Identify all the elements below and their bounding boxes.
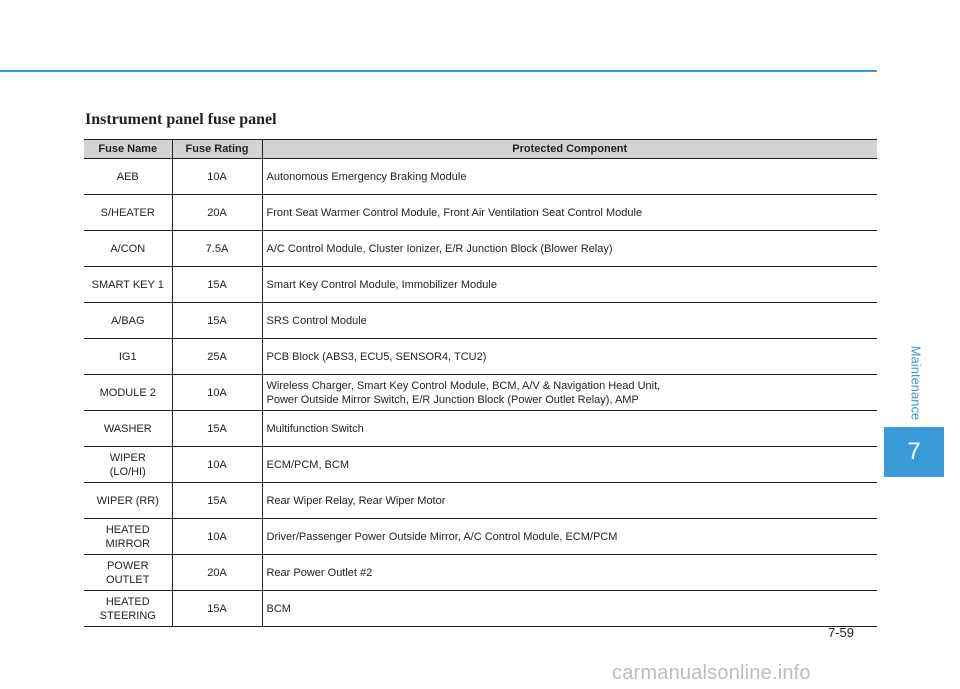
table-row [84,591,877,627]
chapter-label: Maintenance [908,345,924,421]
table-header-row [84,140,877,159]
fuse-name-cell: HEATED STEERING [84,591,172,627]
fuse-rating-cell: 15A [172,483,262,519]
fuse-rating-cell: 10A [172,159,262,195]
top-divider-line [0,70,877,72]
fuse-name-cell: POWER OUTLET [84,555,172,591]
header-fuse-rating: Fuse Rating [172,140,262,159]
table-row [84,267,877,303]
fuse-table [84,139,877,627]
table-row [84,555,877,591]
table-row [84,231,877,267]
table-row [84,375,877,411]
protected-component-cell: Front Seat Warmer Control Module, Front Air Ventilation Seat Control Module [262,195,877,231]
fuse-rating-cell: 15A [172,591,262,627]
protected-component-cell: SRS Control Module [262,303,877,339]
fuse-rating-cell: 15A [172,411,262,447]
protected-component-cell: Wireless Charger, Smart Key Control Module, BCM, A/V & Navigation Head Unit, Power Outside Mirror Switch, E/R Junction Block (Power Outlet Relay), AMP [262,375,877,411]
table-row [84,447,877,483]
fuse-name-cell: WASHER [84,411,172,447]
table-row [84,519,877,555]
protected-component-cell: Autonomous Emergency Braking Module [262,159,877,195]
fuse-name-cell: MODULE 2 [84,375,172,411]
table-row [84,303,877,339]
protected-component-cell: A/C Control Module, Cluster Ionizer, E/R Junction Block (Blower Relay) [262,231,877,267]
protected-component-cell: ECM/PCM, BCM [262,447,877,483]
fuse-name-cell: HEATED MIRROR [84,519,172,555]
fuse-name-cell: S/HEATER [84,195,172,231]
table-row [84,483,877,519]
protected-component-cell: Smart Key Control Module, Immobilizer Module [262,267,877,303]
table-row [84,159,877,195]
header-protected-component: Protected Component [262,140,877,159]
table-body [84,159,877,627]
protected-component-cell: Driver/Passenger Power Outside Mirror, A/C Control Module, ECM/PCM [262,519,877,555]
table-row [84,411,877,447]
fuse-name-cell: A/BAG [84,303,172,339]
fuse-rating-cell: 20A [172,195,262,231]
fuse-rating-cell: 15A [172,303,262,339]
side-tab-label [892,340,940,426]
fuse-name-cell: A/CON [84,231,172,267]
protected-component-cell: Rear Power Outlet #2 [262,555,877,591]
fuse-rating-cell: 15A [172,267,262,303]
fuse-rating-cell: 10A [172,447,262,483]
protected-component-cell: PCB Block (ABS3, ECU5, SENSOR4, TCU2) [262,339,877,375]
header-fuse-name: Fuse Name [84,140,172,159]
fuse-name-cell: WIPER (LO/HI) [84,447,172,483]
fuse-rating-cell: 25A [172,339,262,375]
fuse-name-cell: WIPER (RR) [84,483,172,519]
protected-component-cell: Rear Wiper Relay, Rear Wiper Motor [262,483,877,519]
table-row [84,339,877,375]
fuse-rating-cell: 10A [172,375,262,411]
section-title: Instrument panel fuse panel [85,111,277,128]
fuse-rating-cell: 7.5A [172,231,262,267]
page-number: 7-59 [828,625,855,640]
fuse-name-cell: IG1 [84,339,172,375]
protected-component-cell: Multifunction Switch [262,411,877,447]
chapter-number-tab: 7 [884,427,944,477]
fuse-name-cell: SMART KEY 1 [84,267,172,303]
table-row [84,195,877,231]
watermark: carmanualsonline.info [612,662,811,684]
fuse-rating-cell: 10A [172,519,262,555]
table-header [84,140,877,159]
protected-component-cell: BCM [262,591,877,627]
fuse-name-cell: AEB [84,159,172,195]
fuse-rating-cell: 20A [172,555,262,591]
